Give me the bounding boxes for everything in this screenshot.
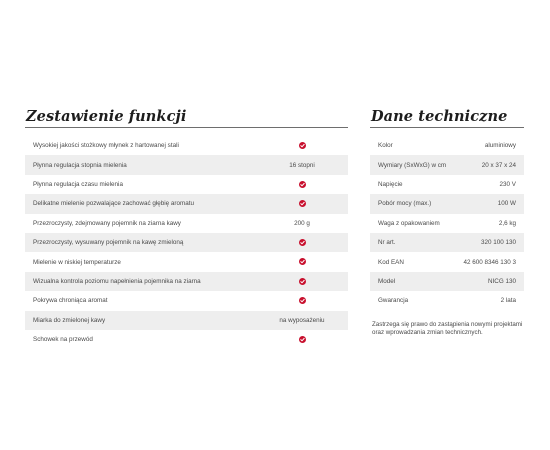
table-row — [25, 136, 348, 155]
row-value: 16 stopni — [289, 161, 315, 169]
row-value: 42 600 8346 130 3 — [463, 258, 516, 266]
table-row — [370, 194, 524, 213]
table-row — [25, 214, 348, 233]
table-row — [25, 233, 348, 252]
table-row — [25, 291, 348, 310]
specs-note: Zastrzega się prawo do zastąpienia nowymi projektami oraz wprowadzania zmian technicznych. — [372, 320, 523, 336]
row-label: Wysokiej jakości stożkowy młynek z hartowanej stali — [33, 142, 179, 150]
row-value — [256, 200, 348, 207]
row-value: 2 lata — [500, 297, 516, 305]
row-value — [256, 239, 348, 246]
row-label: Mielenie w niskiej temperaturze — [33, 258, 121, 266]
row-value — [256, 181, 348, 188]
table-row — [370, 233, 524, 252]
table-row — [25, 252, 348, 271]
table-row — [25, 155, 348, 174]
row-value: 230 V — [499, 180, 516, 188]
row-value — [256, 297, 348, 304]
table-row — [370, 214, 524, 233]
row-label: Schowek na przewód — [33, 336, 93, 344]
table-row — [370, 252, 524, 271]
table-row — [370, 272, 524, 291]
row-label: Napięcie — [378, 180, 403, 188]
features-section — [25, 107, 348, 349]
row-label: Pobór mocy (max.) — [378, 200, 432, 208]
table-row — [25, 194, 348, 213]
row-label: Pokrywa chroniąca aromat — [33, 297, 108, 305]
check-circle-icon — [299, 297, 306, 304]
row-label: Płynna regulacja stopnia mielenia — [33, 161, 127, 169]
specs-section — [370, 107, 524, 337]
row-label: Delikatne mielenie pozwalające zachować głębię aromatu — [33, 200, 195, 208]
row-label: Model — [378, 277, 396, 285]
row-label: Miarka do zmielonej kawy — [33, 316, 106, 324]
row-value: aluminiowy — [484, 142, 516, 150]
row-label: Płynna regulacja czasu mielenia — [33, 180, 123, 188]
check-circle-icon — [299, 239, 306, 246]
check-circle-icon — [299, 181, 306, 188]
row-value — [256, 278, 348, 285]
row-label: Wymiary (SxWxG) w cm — [378, 161, 447, 169]
row-value: 100 W — [497, 200, 516, 208]
features-title: Zestawienie funkcji — [25, 107, 348, 128]
row-value — [256, 142, 348, 149]
row-label: Kod EAN — [378, 258, 404, 266]
check-circle-icon — [299, 200, 306, 207]
table-row — [25, 175, 348, 194]
check-circle-icon — [299, 258, 306, 265]
row-value: 20 x 37 x 24 — [481, 161, 516, 169]
row-value — [256, 336, 348, 343]
row-label: Wizualna kontrola poziomu napełnienia pojemnika na ziarna — [33, 277, 201, 285]
row-label: Przezroczysty, wysuwany pojemnik na kawę zmieloną — [33, 239, 184, 247]
row-value: 320 100 130 — [480, 239, 516, 247]
table-row — [25, 330, 348, 349]
row-value: NICG 130 — [488, 277, 516, 285]
row-label: Waga z opakowaniem — [378, 219, 440, 227]
row-label: Kolor — [378, 142, 393, 150]
features-table — [25, 136, 348, 349]
row-value — [256, 258, 348, 265]
row-label: Nr art. — [378, 239, 396, 247]
table-row — [25, 272, 348, 291]
specs-title: Dane techniczne — [370, 107, 524, 128]
table-row — [25, 311, 348, 330]
table-row — [370, 155, 524, 174]
check-circle-icon — [299, 278, 306, 285]
table-row — [370, 175, 524, 194]
row-value: na wyposażeniu — [279, 316, 325, 324]
table-row — [370, 136, 524, 155]
row-value: 2,6 kg — [498, 219, 516, 227]
row-value: 200 g — [294, 219, 310, 227]
check-circle-icon — [299, 336, 306, 343]
table-row — [370, 291, 524, 310]
check-circle-icon — [299, 142, 306, 149]
row-label: Gwarancja — [378, 297, 409, 305]
row-label: Przezroczysty, zdejmowany pojemnik na ziarna kawy — [33, 219, 181, 227]
specs-table — [370, 136, 524, 311]
